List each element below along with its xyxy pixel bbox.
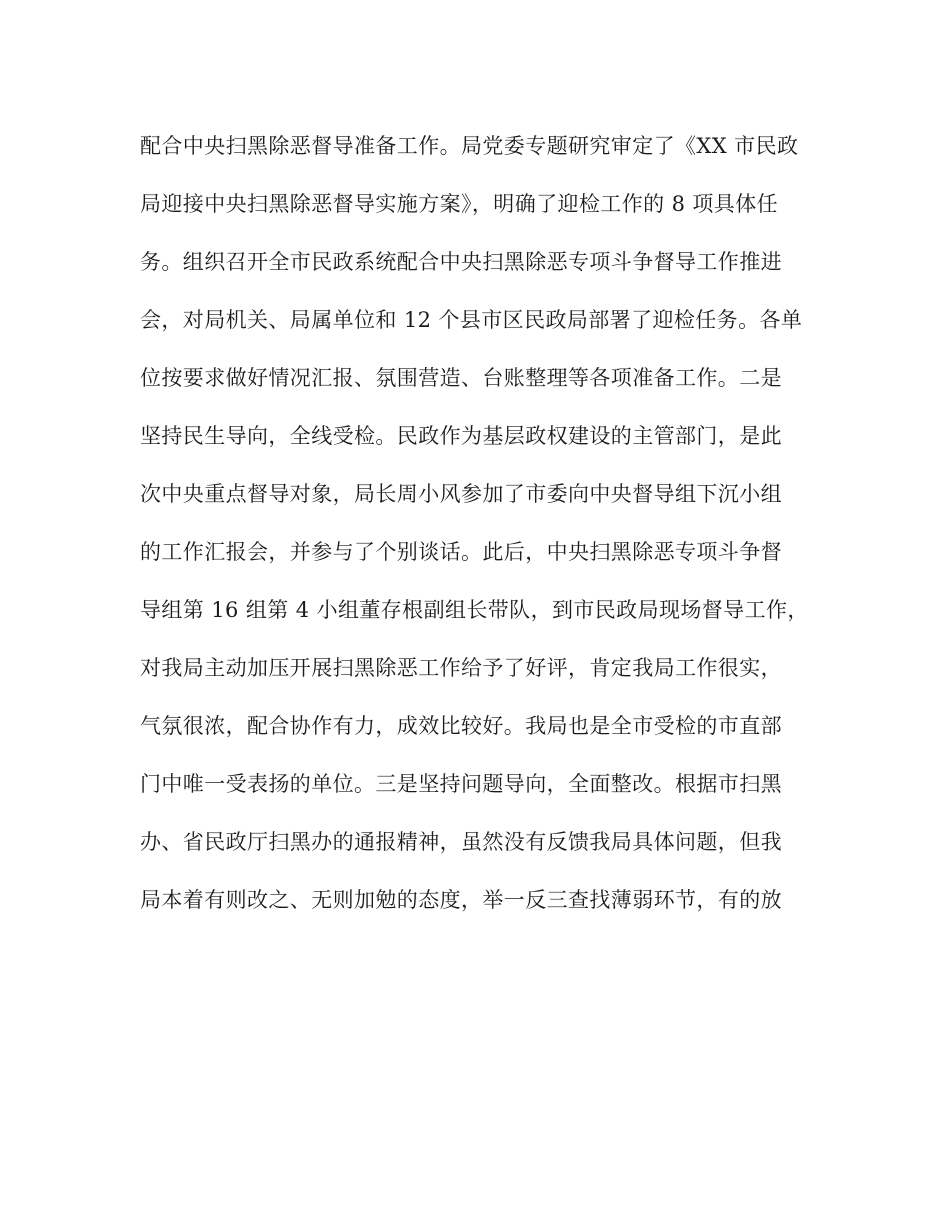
text-line: 务。组织召开全市民政系统配合中央扫黑除恶专项斗争督导工作推进 [140,250,782,274]
text-line: 坚持民生导向，全线受检。民政作为基层政权建设的主管部门，是此 [140,424,782,448]
text-line: 局迎接中央扫黑除恶督导实施方案》，明确了迎检工作的 8 项具体任 [140,192,779,216]
text-line: 门中唯一受表扬的单位。三是坚持问题导向，全面整改。根据市扫黑 [140,772,782,796]
text-line: 配合中央扫黑除恶督导准备工作。局党委专题研究审定了《XX 市民政 [140,134,799,158]
text-line: 局本着有则改之、无则加勉的态度，举一反三查找薄弱环节，有的放 [140,888,782,912]
body-text [140,117,820,929]
text-line: 的工作汇报会，并参与了个别谈话。此后，中央扫黑除恶专项斗争督 [140,540,782,564]
text-line: 对我局主动加压开展扫黑除恶工作给予了好评，肯定我局工作很实， [140,656,782,680]
text-line: 次中央重点督导对象，局长周小风参加了市委向中央督导组下沉小组 [140,482,782,506]
text-line: 位按要求做好情况汇报、氛围营造、台账整理等各项准备工作。二是 [140,366,782,390]
text-line: 办、省民政厅扫黑办的通报精神，虽然没有反馈我局具体问题，但我 [140,830,782,854]
text-line: 导组第 16 组第 4 小组董存根副组长带队，到市民政局现场督导工作， [140,598,809,622]
text-line: 气氛很浓，配合协作有力，成效比较好。我局也是全市受检的市直部 [140,714,782,738]
text-line: 会，对局机关、局属单位和 12 个县市区民政局部署了迎检任务。各单 [140,308,803,332]
